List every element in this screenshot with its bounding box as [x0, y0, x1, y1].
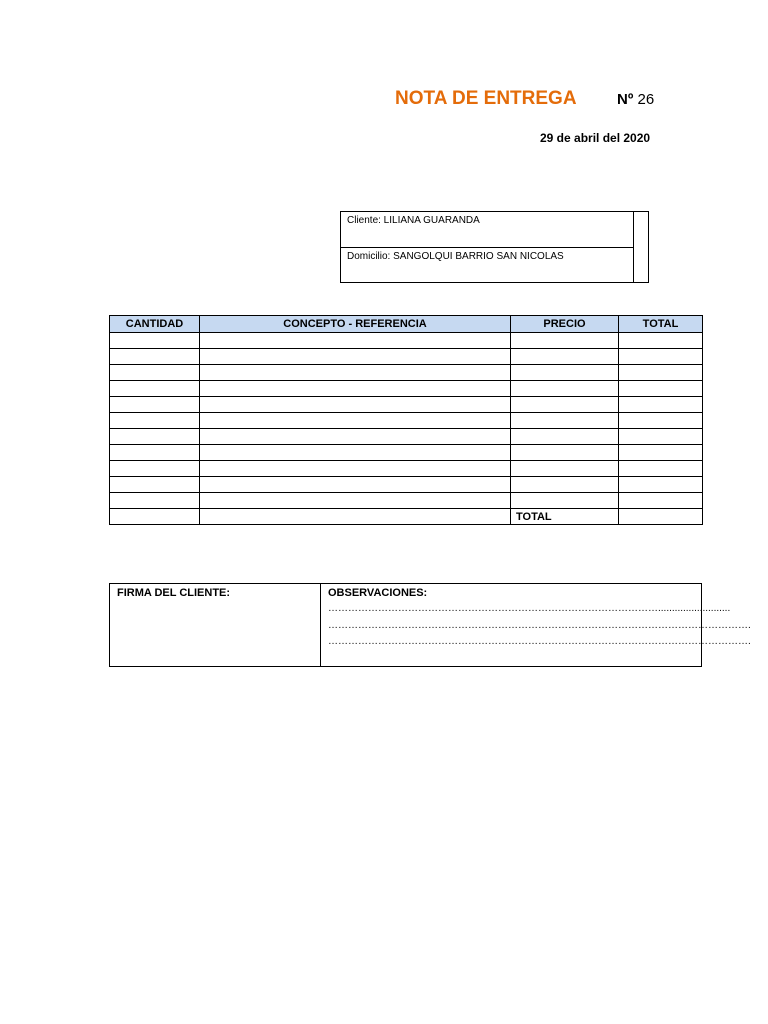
table-cell [200, 365, 511, 381]
table-cell [110, 461, 200, 477]
observation-line: ………………………………………………………………………………………………………………. [328, 620, 751, 631]
address-row [341, 248, 633, 284]
table-cell [619, 429, 703, 445]
document-date: 29 de abril del 2020 [540, 131, 651, 145]
client-info-box [340, 211, 649, 283]
column-header-concepto: CONCEPTO - REFERENCIA [200, 316, 511, 333]
column-header-total: TOTAL [619, 316, 703, 333]
table-cell [619, 509, 703, 525]
table-cell [511, 461, 619, 477]
column-header-precio: PRECIO [511, 316, 619, 333]
table-cell [110, 509, 200, 525]
table-cell [200, 477, 511, 493]
table-cell [110, 445, 200, 461]
table-row [110, 429, 703, 445]
client-box-divider [633, 212, 634, 282]
table-row [110, 413, 703, 429]
table-header-row [110, 316, 703, 333]
table-cell [200, 349, 511, 365]
items-table [109, 315, 703, 525]
column-header-cantidad: CANTIDAD [110, 316, 200, 333]
table-cell [511, 493, 619, 509]
table-row [110, 461, 703, 477]
table-row [110, 349, 703, 365]
number-symbol: Nº [617, 91, 634, 108]
table-cell [619, 477, 703, 493]
table-cell [619, 493, 703, 509]
table-cell [200, 509, 511, 525]
table-cell [511, 365, 619, 381]
total-label-cell: TOTAL [511, 509, 619, 525]
table-cell [110, 429, 200, 445]
table-row [110, 493, 703, 509]
table-cell [200, 445, 511, 461]
document-title: NOTA DE ENTREGA [395, 88, 577, 109]
table-cell [511, 381, 619, 397]
table-cell [110, 493, 200, 509]
document-number [617, 91, 654, 108]
table-row [110, 445, 703, 461]
table-cell [619, 333, 703, 349]
table-cell [619, 397, 703, 413]
table-cell [200, 333, 511, 349]
client-address: Domicilio: SANGOLQUI BARRIO SAN NICOLAS [347, 251, 564, 262]
table-cell [511, 429, 619, 445]
table-cell [110, 365, 200, 381]
table-cell [200, 493, 511, 509]
table-row [110, 333, 703, 349]
table-cell [511, 445, 619, 461]
table-cell [511, 333, 619, 349]
table-cell [200, 461, 511, 477]
table-row [110, 381, 703, 397]
table-cell [619, 381, 703, 397]
table-cell [619, 349, 703, 365]
table-cell [200, 381, 511, 397]
signature-observations-box [109, 583, 751, 667]
client-row [341, 212, 633, 248]
observation-line: ………………………………………………………………………………………………………………. [328, 636, 751, 647]
total-row [110, 509, 703, 525]
table-cell [110, 381, 200, 397]
observations-label: OBSERVACIONES: [328, 587, 428, 599]
table-cell [619, 445, 703, 461]
table-cell [619, 461, 703, 477]
table-cell [110, 477, 200, 493]
table-cell [619, 365, 703, 381]
table-row [110, 477, 703, 493]
table-cell [110, 397, 200, 413]
footer-divider [320, 584, 321, 666]
table-cell [511, 477, 619, 493]
table-cell [511, 397, 619, 413]
table-cell [511, 413, 619, 429]
client-name: Cliente: LILIANA GUARANDA [347, 215, 480, 226]
table-row [110, 365, 703, 381]
table-cell [110, 413, 200, 429]
signature-label: FIRMA DEL CLIENTE: [117, 587, 231, 599]
table-cell [511, 349, 619, 365]
number-value: 26 [637, 91, 655, 108]
table-cell [110, 349, 200, 365]
table-cell [200, 429, 511, 445]
items-body [110, 333, 703, 525]
table-row [110, 397, 703, 413]
table-cell [619, 413, 703, 429]
table-cell [200, 413, 511, 429]
table-cell [200, 397, 511, 413]
table-cell [110, 333, 200, 349]
observation-line: ……………………………………………………………………………………….......................... [328, 603, 731, 614]
